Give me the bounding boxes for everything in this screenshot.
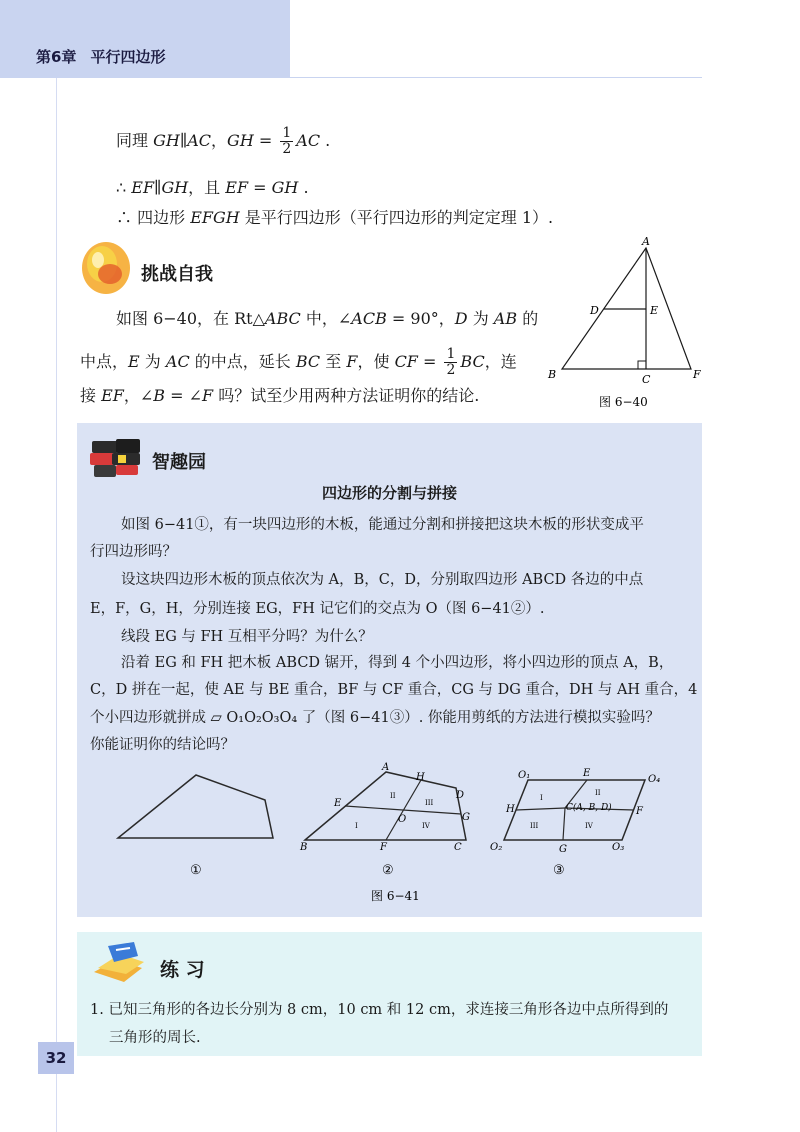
practice-icon — [86, 938, 150, 986]
fraction — [280, 126, 293, 157]
label-f: F — [380, 842, 387, 853]
label-e: E — [334, 798, 342, 809]
text: AC — [165, 352, 190, 371]
region-4: IV — [422, 822, 430, 830]
text: ，∠ — [123, 386, 154, 405]
numerator: 1 — [446, 346, 456, 362]
practice-question-1-line-1: 1. 已知三角形的各边长分别为 8 cm，10 cm 和 12 cm，求连接三角形各边中点所得到的 — [90, 1002, 669, 1018]
text: 如图 6−40，在 Rt△ — [116, 309, 265, 328]
figure-caption: 图 6−41 — [371, 889, 420, 903]
text: AC — [187, 131, 212, 150]
text: . — [298, 178, 309, 197]
text: BC — [460, 352, 485, 371]
label-b: B — [548, 368, 557, 381]
label-f: F — [693, 368, 701, 381]
practice-title: 练 习 — [160, 959, 205, 981]
puzzle-line-1: 如图 6−41①，有一块四边形的木板，能通过分割和拼接把这块木板的形状变成平 — [121, 517, 644, 533]
text: = — [248, 178, 272, 197]
text: 的 — [517, 309, 539, 328]
figure-6-40 — [540, 232, 715, 412]
puzzle-line-8: 个小四边形就拼成 ▱ O₁O₂O₃O₄ 了（图 6−41③）. 你能用剪纸的方法进行模拟实验吗？ — [90, 710, 660, 726]
label-h: H — [416, 772, 425, 783]
text: 中，∠ — [300, 309, 352, 328]
practice-question-1-line-2: 三角形的周长. — [109, 1030, 201, 1046]
label-e: E — [650, 304, 659, 317]
text: GH — [161, 178, 189, 197]
text: 的中点，延长 — [189, 352, 296, 371]
fig-label-2: ② — [382, 863, 394, 878]
chapter-title: 平行四边形 — [90, 48, 166, 66]
label-o: O — [398, 814, 407, 825]
text: D — [454, 309, 468, 328]
fraction — [444, 347, 457, 378]
text: GH — [227, 131, 254, 150]
region-3: III — [530, 822, 539, 830]
text: F — [202, 386, 214, 405]
segment-hf — [386, 780, 421, 840]
challenge-line-2 — [80, 347, 517, 378]
fig-label-1: ① — [190, 863, 202, 878]
label-b: B — [300, 842, 308, 853]
proof-line-2 — [116, 176, 309, 200]
puzzle-line-7: C，D 拼在一起，使 AE 与 BE 重合，BF 与 CF 重合，CG 与 DG 重合，DH 与 AH 重合，4 — [90, 682, 698, 698]
quad-abcd-1 — [118, 775, 273, 838]
puzzle-icon — [88, 435, 146, 479]
chapter-number: 第6章 — [36, 48, 77, 66]
label-g: G — [559, 844, 567, 855]
text: ABC — [264, 309, 301, 328]
text: ，连 — [484, 352, 517, 371]
label-center: C(A, B, D) — [566, 803, 612, 813]
margin-rule — [56, 78, 57, 1132]
label-c: C — [454, 842, 462, 853]
text: 为 — [467, 309, 494, 328]
page-number: 32 — [38, 1042, 74, 1074]
text: ∥ — [154, 178, 162, 197]
text: ∴ — [116, 178, 132, 197]
text: 接 — [80, 386, 102, 405]
region-1: I — [540, 794, 543, 802]
text: ∥ — [179, 131, 188, 150]
text: ， — [211, 131, 228, 150]
text: F — [346, 352, 358, 371]
puzzle-line-4: E，F，G，H，分别连接 EG，FH 记它们的交点为 O（图 6−41②）. — [90, 601, 545, 617]
region-3: III — [425, 799, 434, 807]
text: AB — [493, 309, 518, 328]
label-o4: O₄ — [648, 774, 661, 785]
puzzle-heading: 四边形的分割与拼接 — [321, 484, 457, 502]
label-h: H — [506, 804, 515, 815]
puzzle-line-6: 沿着 EG 和 FH 把木板 ABCD 锯开，得到 4 个小四边形，将小四边形的顶点 A，B， — [121, 655, 674, 671]
label-d: D — [590, 304, 599, 317]
text: B — [153, 386, 166, 405]
text: EFGH — [190, 208, 240, 227]
text: BC — [295, 352, 321, 371]
text: . — [320, 131, 331, 150]
text: 吗？试至少用两种方法证明你的结论. — [213, 386, 480, 405]
text: E — [128, 352, 140, 371]
label-o2: O₂ — [490, 842, 503, 853]
label-g: G — [462, 812, 470, 823]
text: ，使 — [357, 352, 395, 371]
text: = ∠ — [165, 386, 203, 405]
text: 为 — [139, 352, 166, 371]
fig-label-3: ③ — [553, 863, 565, 878]
right-angle-mark — [638, 361, 646, 369]
label-a: A — [642, 235, 650, 248]
challenge-icon — [76, 238, 136, 296]
segment-h-center — [516, 808, 565, 810]
challenge-title: 挑战自我 — [141, 264, 213, 285]
text: 是平行四边形（平行四边形的判定定理 1）. — [239, 208, 554, 227]
text: GH — [153, 131, 180, 150]
region-4: IV — [585, 822, 593, 830]
text: AC — [296, 131, 321, 150]
puzzle-line-9: 你能证明你的结论吗？ — [90, 737, 235, 753]
region-2: II — [390, 792, 396, 800]
label-c: C — [642, 373, 651, 386]
figure-caption: 图 6−40 — [599, 395, 648, 409]
label-a: A — [382, 762, 390, 773]
text: 至 — [320, 352, 347, 371]
challenge-line-3 — [80, 384, 479, 408]
challenge-line-1 — [116, 307, 538, 331]
text: ∴ 四边形 — [116, 208, 191, 227]
header-rule — [290, 77, 702, 78]
text: = — [253, 131, 278, 150]
quad-abcd-2 — [305, 772, 466, 840]
puzzle-line-5: 线段 EG 与 FH 互相平分吗？为什么？ — [121, 629, 373, 645]
text: EF — [101, 386, 124, 405]
text: ACB — [351, 309, 387, 328]
text: 同理 — [116, 131, 154, 150]
label-o1: O₁ — [518, 770, 531, 781]
puzzle-section-title: 智趣园 — [152, 452, 206, 473]
region-2: II — [595, 789, 601, 797]
label-f: F — [636, 806, 643, 817]
region-1: I — [355, 822, 358, 830]
text: 中点， — [80, 352, 129, 371]
denominator: 2 — [446, 362, 456, 378]
text: EF — [131, 178, 155, 197]
label-d: D — [456, 790, 465, 801]
label-o3: O₃ — [612, 842, 625, 853]
text: GH — [271, 178, 299, 197]
text: CF — [394, 352, 418, 371]
label-e: E — [583, 768, 591, 779]
puzzle-line-2: 行四边形吗？ — [90, 544, 177, 560]
proof-line-3 — [116, 206, 553, 230]
text: = 90°， — [386, 309, 455, 328]
text: ，且 — [188, 178, 226, 197]
figure-6-41 — [100, 760, 690, 910]
proof-line-1 — [116, 126, 330, 157]
segment-center-g — [563, 808, 565, 840]
text: = — [417, 352, 442, 371]
numerator: 1 — [282, 125, 292, 141]
chapter-header — [36, 46, 165, 67]
text: EF — [225, 178, 249, 197]
denominator: 2 — [282, 141, 292, 157]
puzzle-line-3: 设这块四边形木板的顶点依次为 A，B，C，D，分别取四边形 ABCD 各边的中点 — [121, 572, 644, 588]
